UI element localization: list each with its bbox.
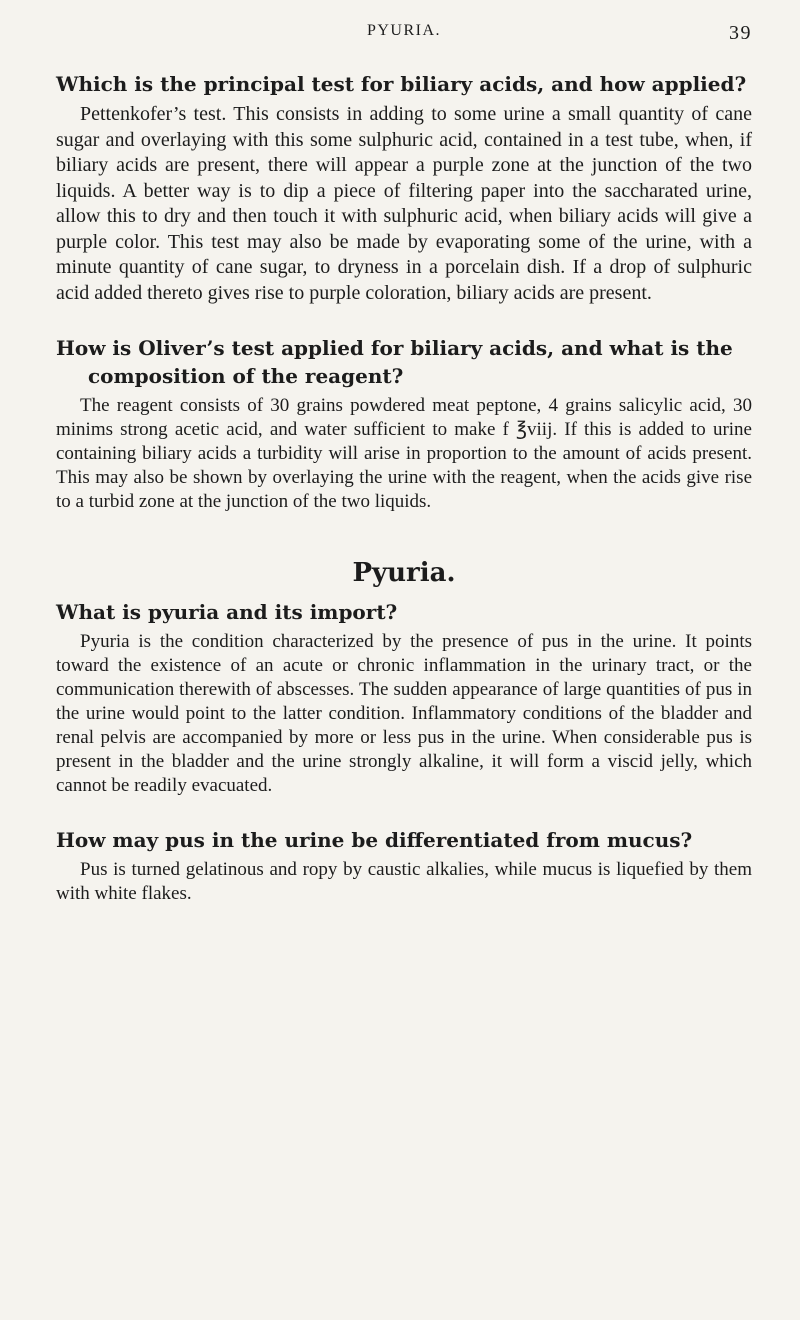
- question-heading: How is Oliver’s test applied for biliary acids, and what is the composition of the reagent?: [56, 336, 733, 388]
- qa-pyuria-import: [56, 598, 752, 798]
- book-page: [0, 22, 800, 1320]
- running-head: [56, 22, 752, 56]
- question-heading: What is pyuria and its import?: [56, 600, 398, 624]
- running-head-title: PYURIA.: [366, 22, 442, 39]
- qa-pus-vs-mucus: [56, 826, 752, 906]
- answer-paragraph: The reagent consists of 30 grains powdered meat peptone, 4 grains salicylic acid, 30 minims strong acetic acid, and water sufficient to make f ℥viij. If this is added to urine containing biliary acids a turbidity will arise in proportion to the amount of acids present. This may also be shown by overlaying the urine with the reagent, when the acids give rise to a turbid zone at the junction of the two liquids.: [56, 395, 752, 512]
- page-number: 39: [729, 22, 752, 44]
- question-heading: Which is the principal test for biliary acids, and how applied?: [56, 72, 747, 96]
- qa-pettenkofer: [56, 70, 752, 306]
- question-heading: How may pus in the urine be differentiated from mucus?: [56, 828, 693, 852]
- answer-paragraph: Pyuria is the condition characterized by the presence of pus in the urine. It points toward the existence of an acute or chronic inflammation in the urinary tract, or the communication therewith of abscesses. The sudden appearance of large quantities of pus in the urine would point to the latter condition. Inflammatory conditions of the bladder and renal pelvis are accompanied by more or less pus in the urine. When considerable pus is present in the bladder and the urine strongly alkaline, it will form a viscid jelly, which cannot be readily evacuated.: [56, 631, 752, 796]
- qa-oliver: [56, 334, 752, 514]
- section-title: Pyuria.: [352, 558, 456, 588]
- answer-paragraph: Pettenkofer’s test. This consists in adding to some urine a small quantity of cane sugar and overlaying with this some sulphuric acid, contained in a test tube, when, if biliary acids are present, there will appear a purple zone at the junction of the two liquids. A better way is to dip a piece of filtering paper into the saccharated urine, allow this to dry and then touch it with sulphuric acid, when biliary acids will give a purple color. This test may also be made by evaporating some of the urine, with a minute quantity of cane sugar, to dryness in a porcelain dish. If a drop of sulphuric acid added thereto gives rise to purple coloration, biliary acids are present.: [56, 103, 752, 304]
- answer-paragraph: Pus is turned gelatinous and ropy by caustic alkalies, while mucus is liquefied by them with white flakes.: [56, 859, 752, 904]
